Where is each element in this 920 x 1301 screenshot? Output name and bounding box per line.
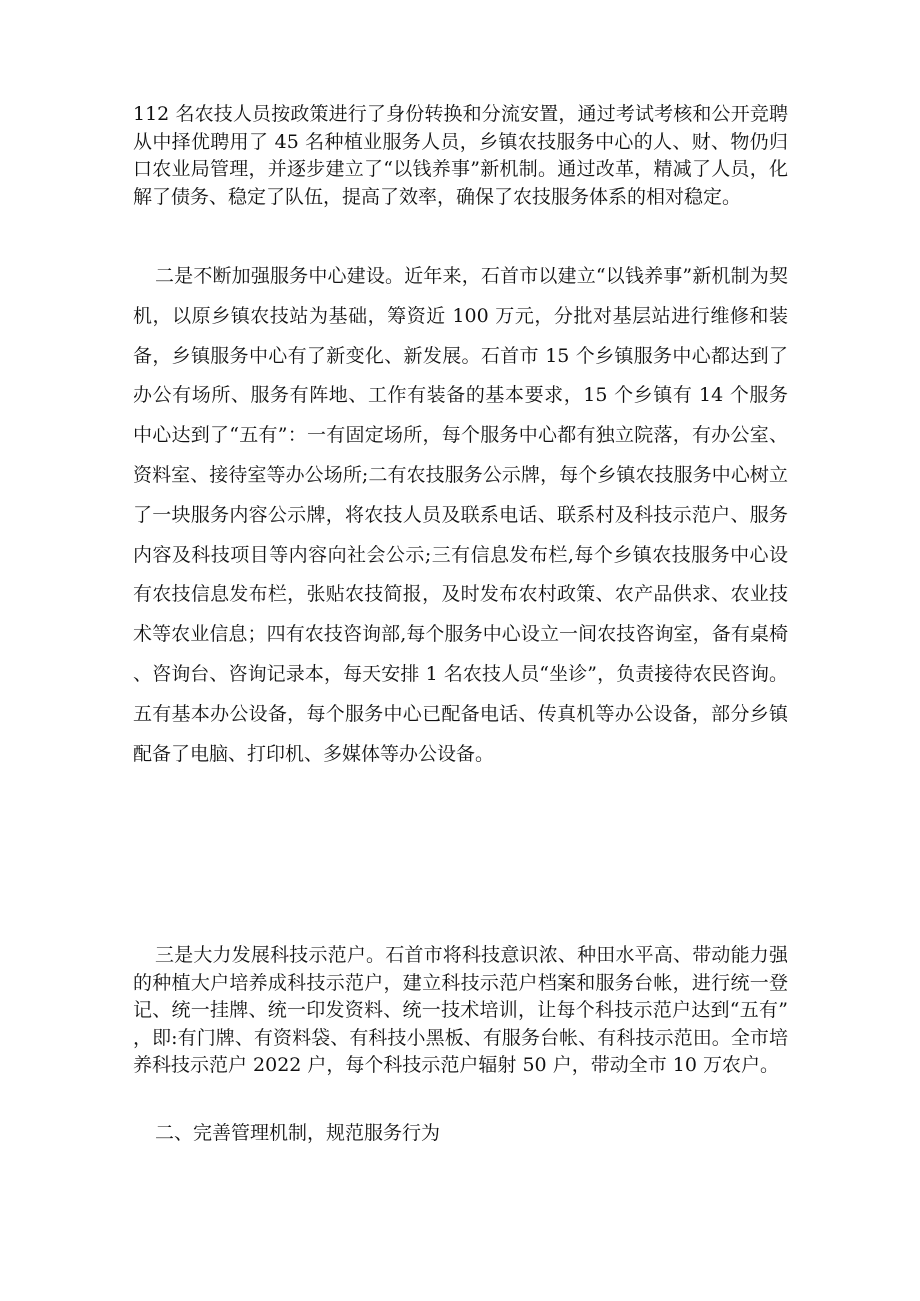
paragraph-staff-reform: 112 名农技人员按政策进行了身份转换和分流安置，通过考试考核和公开竞聘从中择优聘用了 45 名种植业服务人员，乡镇农技服务中心的人、财、物仍归口农业局管理，并逐步建立了“以钱养事”新机制。通过改革，精减了人员，化解了债务、稳定了队伍，提高了效率，确保了农技服务体系的相对稳定。 (133, 103, 788, 208)
paragraph-service-center-construction: 二是不断加强服务中心建设。近年来，石首市以建立“以钱养事”新机制为契机，以原乡镇农技站为基础，筹资近 100 万元，分批对基层站进行维修和装备，乡镇服务中心有了新变化、新发展。石首市 15 个乡镇服务中心都达到了办公有场所、服务有阵地、工作有装备的基本要求，15 个乡镇有 14 个服务中心达到了“五有”：一有固定场所，每个服务中心都有独立院落，有办公室、资料室、接待室等办公场所;二有农技服务公示牌，每个乡镇农技服务中心树立了一块服务内容公示牌，将农技人员及联系电话、联系村及科技示范户、服务内容及科技项目等内容向社会公示;三有信息发布栏,每个乡镇农技服务中心设有农技信息发布栏，张贴农技简报，及时发布农村政策、农产品供求、农业技术等农业信息；四有农技咨询部,每个服务中心设立一间农技咨询室，备有桌椅、咨询台、咨询记录本，每天安排 1 名农技人员“坐诊”，负责接待农民咨询。五有基本办公设备，每个服务中心已配备电话、传真机等办公设备，部分乡镇配备了电脑、打印机、多媒体等办公设备。 (133, 265, 788, 765)
paragraph-demonstration-households: 三是大力发展科技示范户。石首市将科技意识浓、种田水平高、带动能力强的种植大户培养成科技示范户，建立科技示范户档案和服务台帐，进行统一登记、统一挂牌、统一印发资料、统一技术培训，让每个科技示范户达到“五有”，即:有门牌、有资料袋、有科技小黑板、有服务台帐、有科技示范田。全市培养科技示范户 2022 户，每个科技示范户辐射 50 户，带动全市 10 万农户。 (133, 944, 788, 1076)
section-heading-management-mechanism: 二、完善管理机制，规范服务行为 (155, 1122, 441, 1144)
